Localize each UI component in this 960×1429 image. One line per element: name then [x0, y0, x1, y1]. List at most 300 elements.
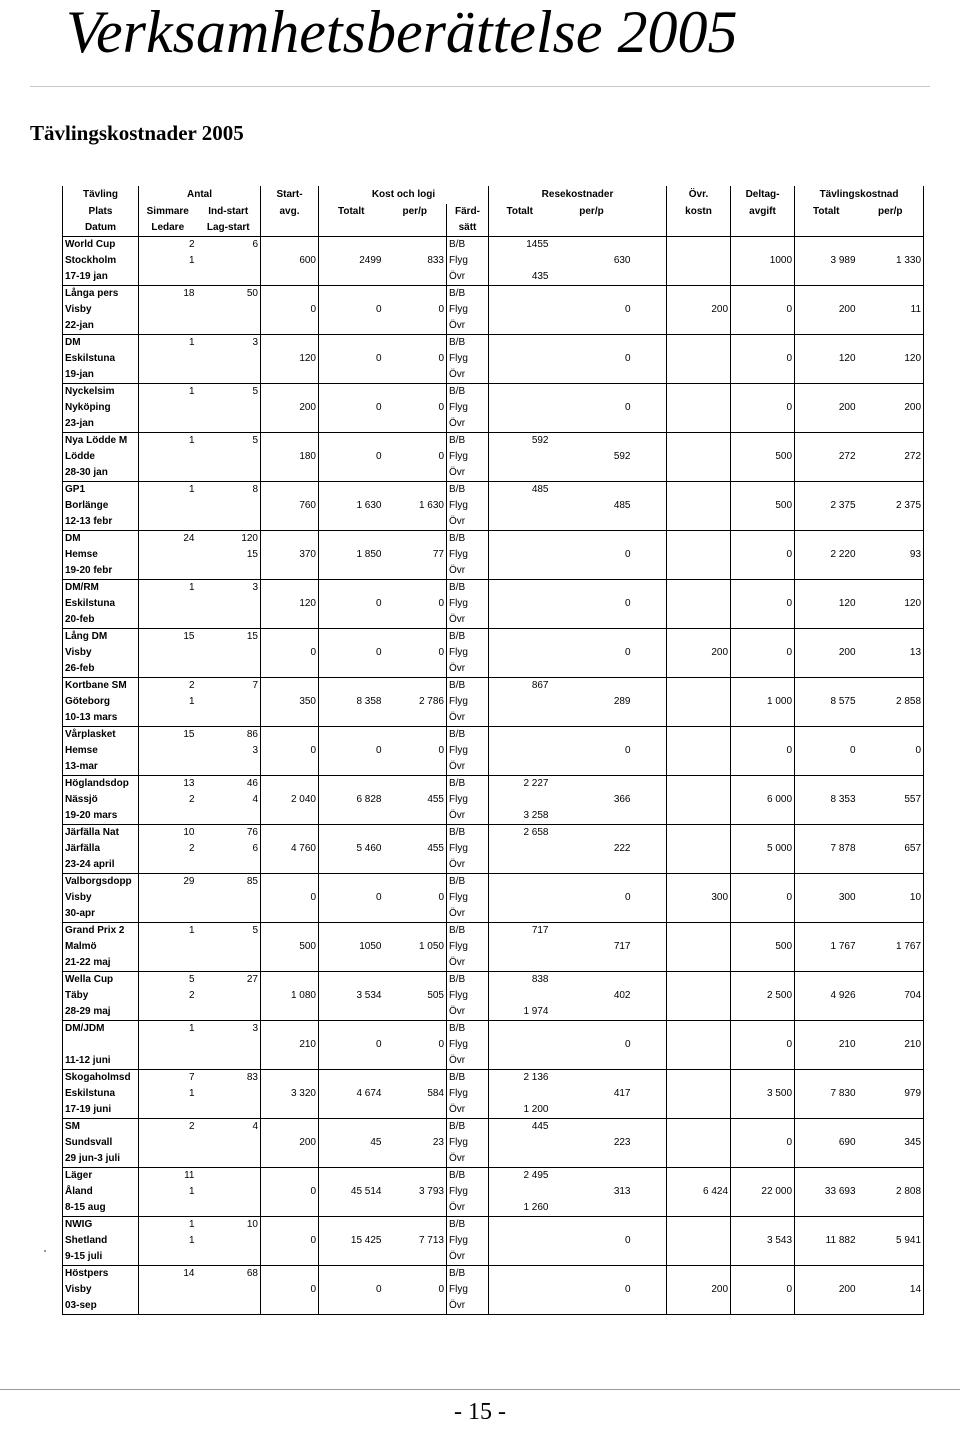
- table-cell: [731, 808, 795, 825]
- travel-mode: Flyg: [447, 400, 489, 416]
- header-ovr-2: kostn: [667, 204, 731, 220]
- table-cell: [551, 318, 633, 335]
- header-group-antal: Antal: [139, 186, 261, 204]
- starts-cell: 68: [197, 1266, 261, 1283]
- starts-cell: 15: [246, 549, 258, 560]
- kost-per-cell: 0: [438, 892, 444, 903]
- starts-cell: 86: [197, 727, 261, 744]
- table-cell: [795, 1102, 858, 1119]
- table-cell: [384, 269, 447, 286]
- table-cell: [731, 857, 795, 874]
- ovr-cell: [667, 694, 731, 710]
- table-cell: [633, 237, 667, 254]
- table-cell: [633, 792, 667, 808]
- starts-cell: 27: [197, 972, 261, 989]
- table-cell: [667, 1217, 731, 1234]
- header-deltag-2: avgift: [731, 204, 795, 220]
- table-cell: [261, 335, 319, 352]
- event-name: GP1: [63, 482, 139, 499]
- rese-per-cell: 0: [624, 745, 631, 756]
- travel-mode: Flyg: [447, 841, 489, 857]
- table-cell: [667, 874, 731, 891]
- table-cell: [858, 1298, 924, 1315]
- header-kost-total: Totalt: [319, 204, 384, 220]
- table-cell: [667, 1053, 731, 1070]
- table-cell: [384, 1004, 447, 1021]
- event-name: Långa pers: [63, 286, 139, 303]
- table-cell: [858, 1217, 924, 1234]
- startavg-cell: 0: [261, 890, 319, 906]
- kost-per-cell: 23: [432, 1137, 444, 1148]
- table-cell: [384, 416, 447, 433]
- travel-total: [489, 563, 551, 580]
- table-cell: [795, 433, 858, 450]
- startavg-cell: 210: [261, 1037, 319, 1053]
- swimmers-cell: 2: [139, 678, 197, 695]
- header-group-rese: Resekostnader: [489, 186, 667, 204]
- startavg-cell: 0: [261, 1282, 319, 1298]
- travel-total: [489, 1053, 551, 1070]
- kost-per-cell: 0: [438, 353, 444, 364]
- travel-total: [489, 1249, 551, 1266]
- table-cell: [384, 482, 447, 499]
- starts-cell: [197, 1135, 261, 1151]
- tot-cell: 200: [795, 1282, 858, 1298]
- table-cell: [667, 1298, 731, 1315]
- table-cell: [795, 874, 858, 891]
- header-fardsatt-2: sätt: [447, 220, 489, 237]
- table-cell: [551, 1119, 633, 1136]
- table-cell: [319, 661, 384, 678]
- table-cell: [731, 678, 795, 695]
- table-cell: [319, 629, 384, 646]
- table-cell: [261, 1102, 319, 1119]
- rese-per-cell: 417: [613, 1088, 631, 1099]
- table-cell: [667, 580, 731, 597]
- table-cell: [633, 1168, 667, 1185]
- swimmers-cell: 1: [139, 384, 197, 401]
- table-row: [63, 1298, 924, 1315]
- swimmers-cell: 18: [139, 286, 197, 303]
- table-cell: [384, 661, 447, 678]
- table-cell: [667, 661, 731, 678]
- swimmers-cell: [139, 857, 197, 874]
- travel-total: [489, 514, 551, 531]
- table-row: [63, 678, 924, 695]
- swimmers-cell: 2: [139, 988, 197, 1004]
- table-row: [63, 1266, 924, 1283]
- header-startavg-2: avg.: [261, 204, 319, 220]
- table-row: [63, 269, 924, 286]
- swimmers-cell: [139, 661, 197, 678]
- table-cell: [551, 857, 633, 874]
- startavg-cell: 4 760: [261, 841, 319, 857]
- travel-total: [489, 1233, 551, 1249]
- deltag-cell: 5 000: [731, 841, 795, 857]
- travel-total: 485: [489, 482, 551, 499]
- travel-total: [489, 580, 551, 597]
- event-date: 19-jan: [63, 367, 139, 384]
- per-cell: 210: [858, 1037, 924, 1053]
- table-cell: [633, 351, 667, 367]
- starts-cell: 10: [197, 1217, 261, 1234]
- travel-total: 838: [489, 972, 551, 989]
- table-cell: [731, 972, 795, 989]
- kost-total-cell: 1 630: [319, 498, 384, 514]
- travel-total: [489, 1282, 551, 1298]
- starts-cell: [197, 988, 261, 1004]
- table-cell: [261, 367, 319, 384]
- travel-total: 2 136: [489, 1070, 551, 1087]
- table-cell: [795, 335, 858, 352]
- ovr-cell: [667, 939, 731, 955]
- table-cell: [633, 1070, 667, 1087]
- table-cell: [795, 1004, 858, 1021]
- table-cell: [633, 400, 667, 416]
- header-simmare: Simmare: [139, 204, 197, 220]
- table-cell: [667, 825, 731, 842]
- event-date: 29 jun-3 juli: [63, 1151, 139, 1168]
- table-cell: [384, 580, 447, 597]
- kost-total-cell: 0: [319, 1037, 384, 1053]
- table-cell: [858, 286, 924, 303]
- deltag-cell: 0: [731, 645, 795, 661]
- travel-total: [489, 253, 551, 269]
- swimmers-cell: [139, 1053, 197, 1070]
- kost-total-cell: 0: [319, 743, 384, 759]
- starts-cell: 120: [197, 531, 261, 548]
- tot-cell: 8 575: [795, 694, 858, 710]
- table-cell: [633, 825, 667, 842]
- swimmers-cell: [139, 351, 197, 367]
- startavg-cell: 120: [261, 596, 319, 612]
- table-cell: [261, 857, 319, 874]
- travel-mode: B/B: [447, 1266, 489, 1283]
- event-date: 11-12 juni: [63, 1053, 139, 1070]
- table-cell: [384, 1217, 447, 1234]
- starts-cell: [197, 661, 261, 678]
- table-cell: [731, 1021, 795, 1038]
- tot-cell: 690: [795, 1135, 858, 1151]
- table-cell: [384, 955, 447, 972]
- tot-cell: 7 830: [795, 1086, 858, 1102]
- table-cell: [795, 710, 858, 727]
- table-cell: [384, 1266, 447, 1283]
- event-name: DM/JDM: [63, 1021, 139, 1038]
- ovr-cell: 6 424: [667, 1184, 731, 1200]
- table-cell: [731, 710, 795, 727]
- table-cell: [384, 808, 447, 825]
- header-lagstart: Lag-start: [206, 222, 250, 233]
- travel-total: 592: [489, 433, 551, 450]
- table-cell: [858, 416, 924, 433]
- table-cell: [551, 1053, 633, 1070]
- tot-cell: 8 353: [795, 792, 858, 808]
- table-cell: [667, 727, 731, 744]
- table-cell: [261, 318, 319, 335]
- deltag-cell: 6 000: [731, 792, 795, 808]
- travel-mode: Övr: [447, 1102, 489, 1119]
- table-cell: [633, 612, 667, 629]
- per-cell: 13: [858, 645, 924, 661]
- table-row: [63, 1200, 924, 1217]
- travel-total: [489, 400, 551, 416]
- per-cell: 1 330: [858, 253, 924, 269]
- ovr-cell: 200: [667, 1282, 731, 1298]
- starts-cell: [197, 694, 261, 710]
- event-place: Malmö: [63, 939, 139, 955]
- swimmers-cell: 11: [139, 1168, 197, 1185]
- starts-cell: [197, 498, 261, 514]
- table-cell: [633, 1135, 667, 1151]
- kost-total-cell: 8 358: [319, 694, 384, 710]
- table-cell: [858, 661, 924, 678]
- starts-cell: [197, 1200, 261, 1217]
- table-row: [63, 465, 924, 482]
- table-cell: [384, 531, 447, 548]
- event-name: DM/RM: [63, 580, 139, 597]
- event-date: 13-mar: [63, 759, 139, 776]
- travel-mode: B/B: [447, 1021, 489, 1038]
- travel-total: [489, 906, 551, 923]
- starts-cell: 46: [197, 776, 261, 793]
- table-cell: [551, 237, 633, 254]
- starts-cell: [197, 1086, 261, 1102]
- table-row: [63, 1184, 924, 1200]
- table-cell: [261, 661, 319, 678]
- table-cell: [633, 629, 667, 646]
- deltag-cell: 3 500: [731, 1086, 795, 1102]
- table-cell: [384, 563, 447, 580]
- table-cell: [261, 237, 319, 254]
- travel-mode: Flyg: [447, 547, 489, 563]
- travel-total: [489, 841, 551, 857]
- starts-cell: 15: [197, 629, 261, 646]
- table-cell: [858, 1249, 924, 1266]
- swimmers-cell: 1: [139, 1217, 197, 1234]
- deltag-cell: 0: [731, 1282, 795, 1298]
- ovr-cell: [667, 596, 731, 612]
- deltag-cell: 0: [731, 890, 795, 906]
- table-cell: [858, 825, 924, 842]
- table-cell: [858, 678, 924, 695]
- table-cell: [551, 286, 633, 303]
- table-cell: [551, 955, 633, 972]
- swimmers-cell: 1: [139, 923, 197, 940]
- swimmers-cell: [139, 498, 197, 514]
- table-row: [63, 1053, 924, 1070]
- event-place: Visby: [63, 645, 139, 661]
- travel-total: [489, 694, 551, 710]
- travel-mode: Flyg: [447, 939, 489, 955]
- table-row: [63, 841, 924, 857]
- table-cell: [795, 1168, 858, 1185]
- table-cell: [319, 384, 384, 401]
- table-cell: [384, 465, 447, 482]
- deltag-cell: 0: [731, 596, 795, 612]
- table-cell: [731, 612, 795, 629]
- starts-cell: [197, 269, 261, 286]
- travel-mode: Övr: [447, 367, 489, 384]
- table-cell: [551, 1249, 633, 1266]
- table-cell: [633, 890, 667, 906]
- table-cell: [731, 367, 795, 384]
- table-cell: [795, 678, 858, 695]
- table-cell: [795, 384, 858, 401]
- kost-total-cell: 0: [319, 890, 384, 906]
- startavg-cell: 2 040: [261, 792, 319, 808]
- travel-total: 1 260: [489, 1200, 551, 1217]
- table-cell: [667, 1021, 731, 1038]
- kost-total-cell: 5 460: [319, 841, 384, 857]
- table-cell: [795, 727, 858, 744]
- tot-cell: 2 220: [795, 547, 858, 563]
- swimmers-cell: 15: [139, 727, 197, 744]
- swimmers-cell: [139, 1004, 197, 1021]
- travel-mode: Flyg: [447, 498, 489, 514]
- table-cell: [384, 237, 447, 254]
- table-cell: [633, 580, 667, 597]
- table-cell: [858, 923, 924, 940]
- table-cell: [667, 367, 731, 384]
- table-cell: [384, 1053, 447, 1070]
- table-cell: [261, 1249, 319, 1266]
- table-cell: [858, 1070, 924, 1087]
- table-cell: [319, 972, 384, 989]
- travel-mode: B/B: [447, 482, 489, 499]
- per-cell: 979: [858, 1086, 924, 1102]
- table-cell: [667, 335, 731, 352]
- table-cell: [551, 1004, 633, 1021]
- deltag-cell: 500: [731, 449, 795, 465]
- table-cell: [667, 237, 731, 254]
- kost-total-cell: 1050: [319, 939, 384, 955]
- table-cell: [858, 629, 924, 646]
- header-ledare: Ledare: [139, 220, 197, 237]
- deltag-cell: 22 000: [731, 1184, 795, 1200]
- table-cell: [384, 1168, 447, 1185]
- starts-cell: [197, 1168, 261, 1185]
- table-cell: [261, 1004, 319, 1021]
- swimmers-cell: 1: [139, 335, 197, 352]
- per-cell: 2 808: [858, 1184, 924, 1200]
- table-row: [63, 1168, 924, 1185]
- travel-mode: B/B: [447, 237, 489, 254]
- swimmers-cell: [139, 465, 197, 482]
- event-date: 22-jan: [63, 318, 139, 335]
- travel-total: [489, 1135, 551, 1151]
- tot-cell: 1 767: [795, 939, 858, 955]
- travel-total: 717: [489, 923, 551, 940]
- table-cell: [551, 531, 633, 548]
- travel-mode: Övr: [447, 661, 489, 678]
- cost-table-body: [63, 237, 924, 1315]
- travel-total: [489, 498, 551, 514]
- table-cell: [667, 563, 731, 580]
- table-row: [63, 890, 924, 906]
- swimmers-cell: 1: [139, 253, 197, 269]
- table-cell: [731, 1070, 795, 1087]
- travel-total: 2 495: [489, 1168, 551, 1185]
- table-cell: [551, 269, 633, 286]
- table-cell: [551, 1200, 633, 1217]
- rese-per-cell: 0: [624, 549, 631, 560]
- travel-mode: Övr: [447, 465, 489, 482]
- travel-mode: Flyg: [447, 302, 489, 318]
- header-rese-total: Totalt: [489, 204, 551, 220]
- event-name: World Cup: [63, 237, 139, 254]
- swimmers-cell: 7: [139, 1070, 197, 1087]
- table-row: [63, 939, 924, 955]
- kost-per-cell: 0: [438, 1039, 444, 1050]
- table-cell: [633, 906, 667, 923]
- table-cell: [551, 384, 633, 401]
- travel-total: [489, 465, 551, 482]
- rese-per-cell: 0: [624, 1039, 631, 1050]
- table-cell: [551, 808, 633, 825]
- ovr-cell: [667, 400, 731, 416]
- deltag-cell: 500: [731, 498, 795, 514]
- table-cell: [731, 661, 795, 678]
- table-cell: [261, 482, 319, 499]
- starts-cell: 76: [197, 825, 261, 842]
- table-cell: [633, 1200, 667, 1217]
- travel-mode: B/B: [447, 335, 489, 352]
- table-cell: [319, 433, 384, 450]
- ovr-cell: 200: [667, 645, 731, 661]
- table-cell: [667, 1266, 731, 1283]
- table-cell: [731, 776, 795, 793]
- starts-cell: [197, 514, 261, 531]
- table-cell: [633, 1298, 667, 1315]
- startavg-cell: 370: [261, 547, 319, 563]
- swimmers-cell: 1: [139, 580, 197, 597]
- travel-mode: Övr: [447, 710, 489, 727]
- table-cell: [731, 335, 795, 352]
- table-cell: [731, 1004, 795, 1021]
- startavg-cell: 0: [261, 743, 319, 759]
- table-cell: [261, 1151, 319, 1168]
- event-date: 19-20 mars: [63, 808, 139, 825]
- table-cell: [667, 1200, 731, 1217]
- travel-total: 1455: [489, 237, 551, 254]
- starts-cell: 8: [197, 482, 261, 499]
- table-row: [63, 629, 924, 646]
- table-row: [63, 710, 924, 727]
- deltag-cell: 2 500: [731, 988, 795, 1004]
- swimmers-cell: [139, 612, 197, 629]
- event-date: 23-24 april: [63, 857, 139, 874]
- startavg-cell: 350: [261, 694, 319, 710]
- swimmers-cell: [139, 1282, 197, 1298]
- table-cell: [795, 1200, 858, 1217]
- starts-cell: [197, 939, 261, 955]
- starts-cell: [197, 1151, 261, 1168]
- table-cell: [261, 874, 319, 891]
- tot-cell: 4 926: [795, 988, 858, 1004]
- table-cell: [633, 514, 667, 531]
- travel-mode: B/B: [447, 531, 489, 548]
- table-cell: [633, 482, 667, 499]
- table-cell: [731, 482, 795, 499]
- table-cell: [731, 531, 795, 548]
- table-cell: [384, 286, 447, 303]
- table-cell: [633, 1119, 667, 1136]
- swimmers-cell: 1: [139, 1086, 197, 1102]
- table-row: [63, 302, 924, 318]
- rese-per-cell: 0: [624, 353, 631, 364]
- travel-mode: B/B: [447, 1119, 489, 1136]
